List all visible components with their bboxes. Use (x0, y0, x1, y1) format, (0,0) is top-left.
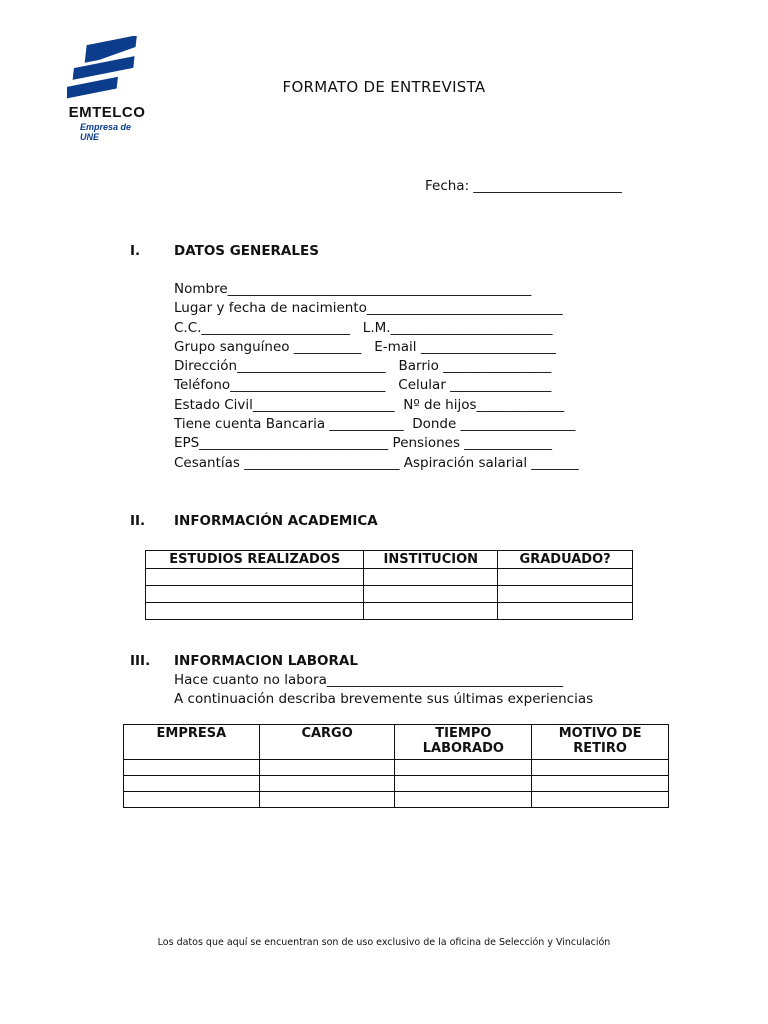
table-cell[interactable] (498, 586, 633, 603)
laboral-header-motivo: MOTIVO DE RETIRO (532, 725, 669, 760)
section-3-number: III. (130, 653, 151, 669)
laboral-header-cargo: CARGO (259, 725, 395, 760)
table-cell[interactable] (364, 586, 498, 603)
academica-table (145, 550, 633, 620)
logo-name: EMTELCO (68, 104, 146, 121)
table-cell[interactable] (498, 603, 633, 620)
table-row (124, 792, 669, 808)
table-row (124, 760, 669, 776)
logo-tagline: Empresa de UNE (80, 122, 132, 142)
table-cell[interactable] (259, 776, 395, 792)
table-cell[interactable] (146, 586, 364, 603)
table-cell[interactable] (395, 792, 532, 808)
field-estado-civil-hijos[interactable]: Estado Civil_____________________ Nº de hijos_____________ (174, 397, 565, 413)
section-2-title: INFORMACIÓN ACADEMICA (174, 513, 378, 529)
table-row (146, 603, 633, 620)
academica-header-graduado: GRADUADO? (498, 551, 633, 569)
table-cell[interactable] (532, 776, 669, 792)
section-1-title: DATOS GENERALES (174, 243, 319, 259)
section-2-number: II. (130, 513, 146, 529)
field-nombre[interactable]: Nombre_____________________________________________ (174, 281, 532, 297)
document-title: FORMATO DE ENTREVISTA (282, 78, 486, 96)
field-hace-cuanto-no-labora[interactable]: Hace cuanto no labora___________________________________ (174, 672, 564, 688)
table-cell[interactable] (532, 792, 669, 808)
field-eps-pensiones[interactable]: EPS____________________________ Pensiones _____________ (174, 435, 553, 451)
table-cell[interactable] (124, 776, 260, 792)
section-1-number: I. (130, 243, 141, 259)
section-3-title: INFORMACION LABORAL (174, 653, 358, 669)
field-grupo-email[interactable]: Grupo sanguíneo __________ E-mail ____________________ (174, 339, 556, 355)
table-cell[interactable] (364, 569, 498, 586)
field-direccion-barrio[interactable]: Dirección______________________ Barrio ________________ (174, 358, 552, 374)
academica-header-estudios: ESTUDIOS REALIZADOS (146, 551, 364, 569)
laboral-instruction: A continuación describa brevemente sus últimas experiencias (174, 691, 594, 707)
table-cell[interactable] (124, 792, 260, 808)
field-cuenta-bancaria[interactable]: Tiene cuenta Bancaria ___________ Donde _________________ (174, 416, 576, 432)
table-cell[interactable] (146, 569, 364, 586)
field-telefono-celular[interactable]: Teléfono_______________________ Celular _______________ (174, 377, 552, 393)
field-cc-lm[interactable]: C.C.______________________ L.M.________________________ (174, 320, 553, 336)
table-cell[interactable] (395, 776, 532, 792)
academica-header-institucion: INSTITUCION (364, 551, 498, 569)
laboral-table (123, 724, 669, 808)
field-lugar-fecha-nacimiento[interactable]: Lugar y fecha de nacimiento_____________________________ (174, 300, 563, 316)
table-cell[interactable] (498, 569, 633, 586)
table-cell[interactable] (364, 603, 498, 620)
footer-note: Los datos que aquí se encuentran son de uso exclusivo de la oficina de Selección y Vinculación (157, 937, 611, 948)
table-cell[interactable] (395, 760, 532, 776)
table-row (124, 776, 669, 792)
table-row (146, 586, 633, 603)
table-cell[interactable] (532, 760, 669, 776)
fecha-field[interactable]: Fecha: ______________________ (425, 178, 622, 194)
table-cell[interactable] (124, 760, 260, 776)
table-cell[interactable] (259, 760, 395, 776)
laboral-header-tiempo: TIEMPO LABORADO (395, 725, 532, 760)
laboral-header-empresa: EMPRESA (124, 725, 260, 760)
field-cesantias-aspiracion[interactable]: Cesantías _______________________ Aspiración salarial _______ (174, 455, 579, 471)
table-row (146, 569, 633, 586)
table-cell[interactable] (146, 603, 364, 620)
table-cell[interactable] (259, 792, 395, 808)
